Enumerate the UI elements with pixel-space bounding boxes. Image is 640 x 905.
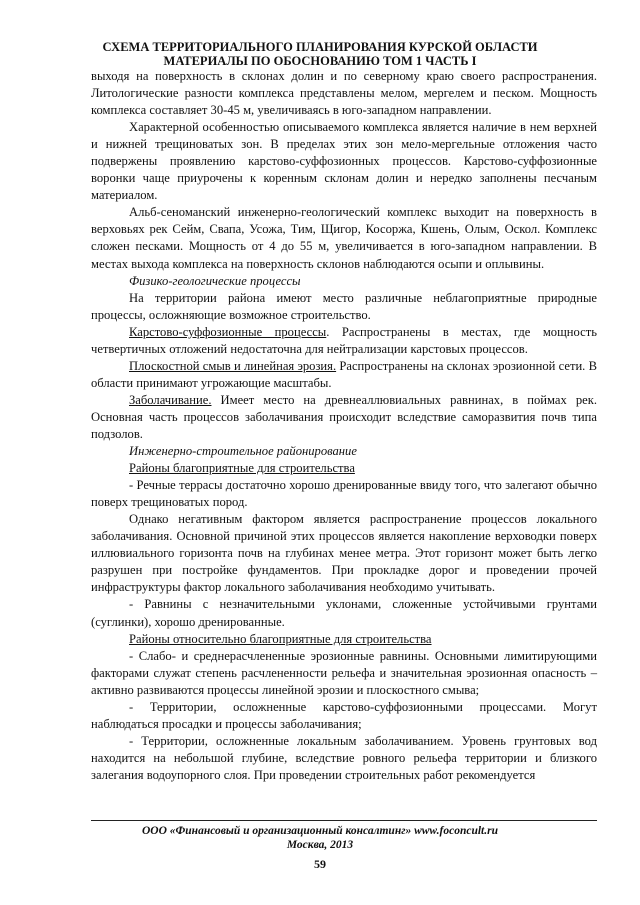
paragraph: Характерной особенностью описываемого комплекса является наличие в нем верхней и нижней трещиноватых зон. В пределах этих зон мело-мергельные отложения часто подвержены проявлению карстово-суффозионных процессов. Карстово-суффозионные воронки чаще приурочены к коренным склонам долин и нередко заполнены песчаным материалом. [91, 120, 597, 203]
subheading-relatively-favorable: Районы относительно благоприятные для строительства [129, 631, 432, 646]
term-erosion-text: Распространены на склонах эрозионной сети. В области принимают угрожающие масштабы. [91, 358, 597, 390]
document-header-subtitle: МАТЕРИАЛЫ ПО ОБОСНОВАНИЮ ТОМ 1 ЧАСТЬ I [163, 54, 477, 68]
paragraph: - Территории, осложненные карстово-суффозионными процессами. Могут наблюдаться просадки и процессы заболачивания; [91, 699, 597, 731]
paragraph: - Речные террасы достаточно хорошо дренированные ввиду того, что залегают обычно поверх трещиноватых пород. [91, 478, 597, 510]
paragraph: Альб-сеноманский инженерно-геологический комплекс выходит на поверхность в верховьях рек Сейм, Свапа, Усожа, Тим, Щигор, Косоржа, Кшень, Олым, Оскол. Комплекс сложен песками. Мощность от 4 до 55 м, увеличивается в юго-западном направлении. В местах выхода комплекса на поверхность склонов наблюдаются осыпи и оплывины. [91, 205, 597, 271]
footer-city-year: Москва, 2013 [286, 839, 354, 851]
paragraph-erosion [91, 358, 597, 392]
page-body [91, 68, 597, 784]
paragraph: - Равнины с незначительными уклонами, сложенные устойчивыми грунтами (суглинки), хорошо дренированные. [91, 597, 597, 629]
paragraph-karst [91, 324, 597, 358]
term-waterlogging-text: Имеет место на древнеаллювиальных равнинах, в поймах рек. Основная часть процессов заболачивания происходит вследствие саморазвития почв типа подзолов. [91, 392, 597, 441]
paragraph: - Территории, осложненные локальным заболачиванием. Уровень грунтовых вод находится на небольшой глубине, вследствие ровного рельефа территории и близкого залегания водоупорного слоя. При проведении строительных работ рекомендуется [91, 733, 597, 782]
paragraph-waterlogging [91, 392, 597, 443]
paragraph: Однако негативным фактором является распространение процессов локального заболачивания. Основной причиной этих процессов является накопление верховодки поверх иллювиального горизонта почв на глубинах менее метра. Этот горизонт может быть легко разрушен при постройке фундаментов. При прокладке дорог и проведении прочей инфраструктуры фактор локального заболачивания необходимо учитывать. [91, 512, 597, 595]
term-karst: Карстово-суффозионные процессы [129, 324, 327, 339]
paragraph: - Слабо- и среднерасчлененные эрозионные равнины. Основными лимитирующими факторами служат степень расчлененности рельефа и значительная эрозионная опасность – активно развиваются процессы линейной эрозии и плоскостного смыва; [91, 648, 597, 697]
term-karst-text: . Распространены в местах, где мощность четвертичных отложений недостаточна для нейтрализации карстовых процессов. [91, 324, 597, 356]
section-heading-zoning: Инженерно-строительное районирование [129, 444, 357, 459]
paragraph: На территории района имеют место различные неблагоприятные природные процессы, осложняющие возможное строительство. [91, 290, 597, 322]
section-heading-physical-processes: Физико-геологические процессы [129, 273, 301, 288]
subheading-favorable: Районы благоприятные для строительства [129, 461, 355, 476]
footer-divider [91, 820, 597, 821]
footer-company: ООО «Финансовый и организационный консалтинг» www.foconcult.ru [141, 825, 499, 837]
document-header-title: СХЕМА ТЕРРИТОРИАЛЬНОГО ПЛАНИРОВАНИЯ КУРСКОЙ ОБЛАСТИ [102, 40, 538, 54]
term-erosion: Плоскостной смыв и линейная эрозия. [129, 358, 337, 373]
page-number: 59 [314, 857, 326, 871]
term-waterlogging: Заболачивание. [129, 392, 212, 407]
paragraph: выходя на поверхность в склонах долин и по северному краю своего распространения. Литологические разности комплекса представлены мелом, мергелем и песком. Мощность комплекса составляет 30-45 м, увеличиваясь в юго-западном направлении. [91, 69, 597, 118]
